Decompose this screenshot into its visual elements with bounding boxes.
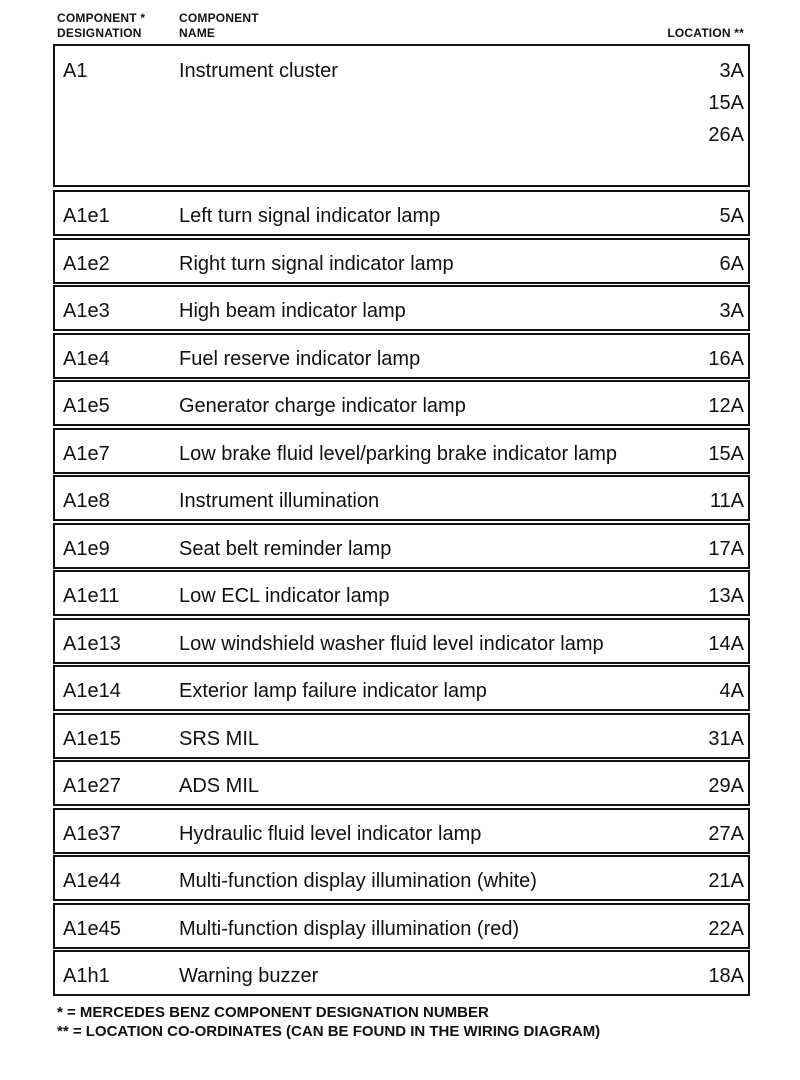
table-row xyxy=(53,238,750,284)
table-row xyxy=(53,855,750,901)
table-row xyxy=(53,903,750,949)
component-name: SRS MIL xyxy=(179,727,260,750)
location-cell xyxy=(708,394,744,426)
component-name: High beam indicator lamp xyxy=(179,300,406,322)
table-row xyxy=(53,190,750,236)
component-table xyxy=(53,44,750,998)
component-designation: A1e15 xyxy=(63,727,121,750)
location-coordinate: 11A xyxy=(709,490,744,512)
location-coordinate: 31A xyxy=(708,727,744,750)
location-coordinate: 22A xyxy=(708,917,744,940)
component-designation: A1e37 xyxy=(63,822,121,845)
location-coordinate: 14A xyxy=(708,632,744,655)
location-coordinate: 13A xyxy=(708,585,744,607)
component-designation: A1e1 xyxy=(63,205,110,227)
component-name: Left turn signal indicator lamp xyxy=(179,205,441,227)
location-cell xyxy=(720,252,744,284)
component-name: Low ECL indicator lamp xyxy=(179,585,390,607)
component-name: Warning buzzer xyxy=(179,965,319,987)
location-cell xyxy=(708,774,744,806)
component-name: ADS MIL xyxy=(179,775,260,797)
component-designation: A1e3 xyxy=(63,300,110,322)
component-name: Multi-function display illumination (red) xyxy=(179,917,520,940)
component-name: Multi-function display illumination (white) xyxy=(179,870,537,892)
location-cell xyxy=(710,489,744,521)
location-coordinate: 12A xyxy=(708,395,744,417)
location-cell xyxy=(708,347,744,379)
location-coordinate: 27A xyxy=(708,822,744,845)
location-cell xyxy=(708,584,744,616)
component-name: Hydraulic fluid level indicator lamp xyxy=(179,822,482,845)
component-name: Low windshield washer fluid level indicator lamp xyxy=(179,632,604,655)
location-coordinate: 6A xyxy=(719,252,744,275)
name-header-line1: COMPONENT xyxy=(179,11,259,25)
component-name: Exterior lamp failure indicator lamp xyxy=(179,680,487,702)
component-designation: A1h1 xyxy=(63,965,110,987)
footnote-location: ** = LOCATION CO-ORDINATES (CAN BE FOUND IN THE WIRING DIAGRAM) xyxy=(57,1023,601,1040)
table-row xyxy=(53,950,750,996)
location-cell xyxy=(708,869,744,901)
location-coordinate: 3A xyxy=(719,300,744,322)
table-row xyxy=(53,808,750,854)
location-cell xyxy=(708,822,744,854)
component-name: Fuel reserve indicator lamp xyxy=(179,347,421,370)
footnote-designation: * = MERCEDES BENZ COMPONENT DESIGNATION NUMBER xyxy=(57,1004,489,1021)
name-column-header xyxy=(179,11,259,41)
location-coordinate: 21A xyxy=(708,870,744,892)
component-designation: A1e7 xyxy=(63,442,110,465)
location-coordinate: 18A xyxy=(708,965,744,987)
table-row xyxy=(53,523,750,569)
location-cell xyxy=(708,442,744,474)
table-row xyxy=(53,570,750,616)
component-designation: A1e9 xyxy=(63,537,110,560)
component-name: Generator charge indicator lamp xyxy=(179,395,466,417)
location-cell xyxy=(708,917,744,949)
component-name: Instrument cluster xyxy=(179,60,338,82)
component-designation: A1e27 xyxy=(63,775,121,797)
location-cell xyxy=(708,964,744,996)
location-coordinate: 26A xyxy=(708,124,744,146)
location-coordinate: 15A xyxy=(708,442,744,465)
table-row xyxy=(53,285,750,331)
component-designation: A1e44 xyxy=(63,870,121,892)
location-coordinate: 17A xyxy=(708,537,744,560)
designation-column-header xyxy=(57,11,145,41)
component-name: Instrument illumination xyxy=(179,490,380,512)
table-row xyxy=(53,618,750,664)
location-coordinate: 5A xyxy=(719,205,744,227)
location-cell xyxy=(720,679,744,711)
designation-header-line1: COMPONENT * xyxy=(57,11,146,25)
location-coordinate: 3A xyxy=(719,60,744,82)
table-row xyxy=(53,428,750,474)
table-row xyxy=(53,333,750,379)
location-cell xyxy=(720,299,744,331)
designation-header-line2: DESIGNATION xyxy=(57,26,142,40)
location-cell xyxy=(708,537,744,569)
location-column-header: LOCATION ** xyxy=(667,26,744,40)
component-designation: A1 xyxy=(63,60,88,82)
table-row xyxy=(53,380,750,426)
component-designation: A1e14 xyxy=(63,680,121,702)
location-cell xyxy=(708,59,744,155)
location-cell xyxy=(708,727,744,759)
location-coordinate: 16A xyxy=(708,347,744,370)
component-designation: A1e8 xyxy=(63,490,110,512)
component-name: Low brake fluid level/parking brake indicator lamp xyxy=(179,442,618,465)
component-designation: A1e2 xyxy=(63,252,110,275)
component-designation: A1e11 xyxy=(63,585,120,607)
location-coordinate: 4A xyxy=(719,680,744,702)
component-name: Right turn signal indicator lamp xyxy=(179,252,454,275)
table-row xyxy=(53,475,750,521)
location-cell xyxy=(708,632,744,664)
location-coordinate: 29A xyxy=(708,775,744,797)
component-designation: A1e13 xyxy=(63,632,121,655)
table-row xyxy=(53,713,750,759)
location-cell xyxy=(720,204,744,236)
name-header-line2: NAME xyxy=(179,26,216,40)
table-row xyxy=(53,760,750,806)
component-designation: A1e45 xyxy=(63,917,121,940)
table-row xyxy=(53,665,750,711)
component-designation: A1e4 xyxy=(63,347,110,370)
location-coordinate: 15A xyxy=(708,92,744,114)
component-name: Seat belt reminder lamp xyxy=(179,537,392,560)
table-row xyxy=(53,44,750,187)
component-designation: A1e5 xyxy=(63,395,110,417)
